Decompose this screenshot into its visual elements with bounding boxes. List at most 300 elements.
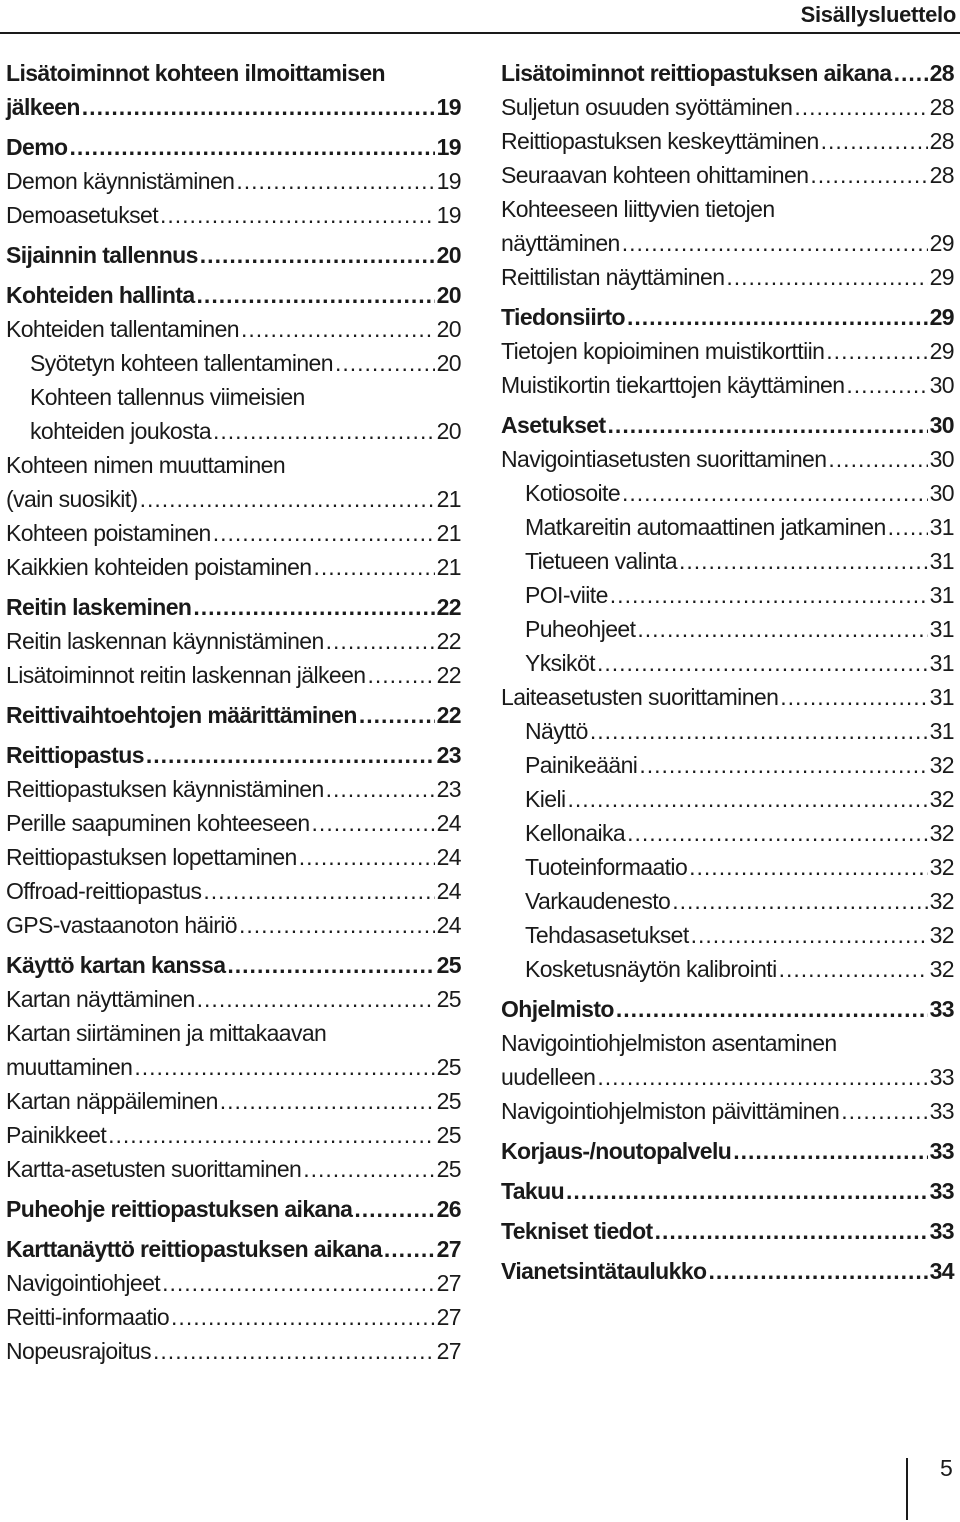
toc-page-number: 32 [929, 922, 954, 948]
toc-entry-line [501, 992, 954, 1026]
toc-entry-title: Demoasetukset [6, 202, 158, 228]
toc-entry [6, 908, 461, 942]
toc-entry [501, 612, 954, 646]
toc-entry [6, 806, 461, 840]
toc-entry [6, 56, 461, 124]
toc-entry [501, 578, 954, 612]
dot-leader [679, 544, 928, 578]
toc-entry [6, 164, 461, 198]
toc-entry [6, 982, 461, 1016]
toc-entry-title: Tiedonsiirto [501, 304, 625, 330]
toc-page-number: 31 [929, 548, 954, 574]
toc-entry-title: Korjaus-/noutopalvelu [501, 1138, 732, 1164]
toc-entry-title: Kohteen tallennus viimeisien [30, 384, 305, 410]
dot-leader [846, 368, 927, 402]
toc-entry [501, 680, 954, 714]
toc-entry-title: muuttaminen [6, 1054, 133, 1080]
toc-entry [6, 550, 461, 584]
toc-entry-line [525, 544, 954, 578]
page-number: 5 [940, 1455, 953, 1481]
toc-entry-title: Tietojen kopioiminen muistikorttiin [501, 338, 825, 364]
toc-page-number: 30 [929, 412, 954, 438]
toc-entry-title: Seuraavan kohteen ohittaminen [501, 162, 809, 188]
dot-leader [841, 1094, 927, 1128]
toc-entry-line [6, 198, 461, 232]
toc-entry-line [501, 442, 954, 476]
dot-leader [639, 748, 927, 782]
toc-page-number: 32 [929, 888, 954, 914]
toc-entry-title: Varkaudenesto [525, 888, 671, 914]
dot-leader [241, 312, 435, 346]
dot-leader [146, 738, 435, 772]
toc-entry-title: Perille saapuminen kohteeseen [6, 810, 310, 836]
toc-entry [501, 158, 954, 192]
toc-entry-title: Takuu [501, 1178, 565, 1204]
toc-entry [501, 476, 954, 510]
toc-entry-line [6, 908, 461, 942]
toc-entry [6, 840, 461, 874]
toc-entry-line [6, 312, 461, 346]
dot-leader [733, 1134, 927, 1168]
toc-page-number: 34 [929, 1258, 954, 1284]
toc-entry-title: uudelleen [501, 1064, 596, 1090]
dot-leader [597, 1060, 927, 1094]
toc-entry [501, 408, 954, 442]
toc-page-number: 27 [436, 1270, 461, 1296]
toc-page-number: 31 [929, 650, 954, 676]
toc-entry [6, 772, 461, 806]
dot-leader [70, 130, 435, 164]
dot-leader [828, 442, 927, 476]
dot-leader [691, 918, 928, 952]
toc-page-number: 32 [929, 820, 954, 846]
toc-entry [501, 1254, 954, 1288]
toc-entry [501, 510, 954, 544]
toc-page-number: 21 [436, 554, 461, 580]
toc-page-number: 22 [436, 662, 461, 688]
dot-leader [171, 1300, 435, 1334]
dot-leader [637, 612, 927, 646]
dot-leader [597, 646, 928, 680]
toc-page-number: 27 [436, 1338, 461, 1364]
toc-entry [6, 1118, 461, 1152]
toc-page-number: 25 [436, 1088, 461, 1114]
dot-leader [203, 874, 434, 908]
toc-page-number: 27 [436, 1236, 461, 1262]
toc-entry-title: Muistikortin tiekarttojen käyttäminen [501, 372, 845, 398]
toc-entry [501, 260, 954, 294]
toc-entry-line [6, 130, 461, 164]
toc-column-right [501, 56, 954, 1288]
toc-page-number: 33 [929, 1098, 954, 1124]
dot-leader [821, 124, 928, 158]
toc-entry-title: näyttäminen [501, 230, 620, 256]
toc-entry-line [6, 90, 461, 124]
toc-entry [6, 1084, 461, 1118]
toc-page-number: 25 [436, 986, 461, 1012]
dot-leader [82, 90, 435, 124]
toc-entry-line [525, 884, 954, 918]
toc-page-number: 25 [436, 1122, 461, 1148]
toc-entry-line [6, 1050, 461, 1084]
toc-entry [501, 544, 954, 578]
toc-page-number: 31 [929, 582, 954, 608]
toc-entry-line [6, 1084, 461, 1118]
toc-entry-line [525, 782, 954, 816]
toc-page-number: 22 [436, 594, 461, 620]
toc-entry-line [525, 578, 954, 612]
toc-entry [501, 300, 954, 334]
toc-entry-title: POI-viite [525, 582, 608, 608]
toc-page-number: 29 [929, 230, 954, 256]
toc-page-number: 30 [929, 446, 954, 472]
toc-page-number: 31 [929, 718, 954, 744]
toc-entry [501, 646, 954, 680]
toc-entry [501, 1026, 954, 1094]
toc-page-number: 30 [929, 372, 954, 398]
toc-page-number: 31 [929, 684, 954, 710]
toc-entry-line [525, 646, 954, 680]
dot-leader [608, 408, 928, 442]
toc-page-number: 29 [929, 304, 954, 330]
toc-entry [501, 442, 954, 476]
toc-entry [501, 992, 954, 1026]
dot-leader [610, 578, 928, 612]
toc-page-number: 31 [929, 514, 954, 540]
toc-entry-title: Kotiosoite [525, 480, 621, 506]
toc-page-number: 20 [436, 418, 461, 444]
toc-entry-title: Suljetun osuuden syöttäminen [501, 94, 793, 120]
toc-entry-line [6, 516, 461, 550]
toc-entry-line [501, 158, 954, 192]
toc-entry-title: Syötetyn kohteen tallentaminen [30, 350, 333, 376]
toc-entry [6, 1192, 461, 1226]
dot-leader [689, 850, 927, 884]
toc-entry-line [501, 1026, 954, 1060]
toc-entry [6, 874, 461, 908]
dot-leader [384, 1232, 435, 1266]
toc-entry-line [30, 414, 461, 448]
dot-leader [239, 908, 435, 942]
dot-leader [894, 56, 928, 90]
toc-page-number: 27 [436, 1304, 461, 1330]
toc-entry-title: Lisätoiminnot kohteen ilmoittamisen [6, 60, 385, 86]
toc-entry-title: Kartan siirtäminen ja mittakaavan [6, 1020, 327, 1046]
toc-page-number: 25 [436, 1054, 461, 1080]
toc-entry [501, 1174, 954, 1208]
toc-page-number: 23 [436, 742, 461, 768]
toc-entry-line [6, 772, 461, 806]
toc-entry-title: Offroad-reittiopastus [6, 878, 202, 904]
toc-entry-line [501, 1094, 954, 1128]
dot-leader [359, 698, 435, 732]
toc-entry-title: GPS-vastaanoton häiriö [6, 912, 237, 938]
toc-page-number: 19 [436, 202, 461, 228]
toc-entry [501, 748, 954, 782]
toc-page-number: 21 [436, 520, 461, 546]
toc-entry-title: Kosketusnäytön kalibrointi [525, 956, 777, 982]
toc-page-number: 22 [436, 628, 461, 654]
toc-page-number: 21 [436, 486, 461, 512]
toc-entry-line [6, 238, 461, 272]
toc-page-number: 25 [436, 952, 461, 978]
toc-entry-line [525, 850, 954, 884]
toc-entry [6, 590, 461, 624]
toc-page-number: 19 [436, 134, 461, 160]
toc-entry-line [525, 476, 954, 510]
toc-entry-title: Karttanäyttö reittiopastuksen aikana [6, 1236, 382, 1262]
toc-entry-line [501, 226, 954, 260]
toc-entry-title: Näyttö [525, 718, 588, 744]
toc-entry [6, 238, 461, 272]
dot-leader [213, 414, 435, 448]
toc-page-number: 33 [929, 996, 954, 1022]
dot-leader [708, 1254, 927, 1288]
toc-entry-title: Kartan näppäileminen [6, 1088, 218, 1114]
toc-column-left [6, 56, 461, 1368]
section-title: Sisällysluettelo [800, 2, 956, 27]
toc-entry-line [6, 1266, 461, 1300]
toc-entry-line [501, 192, 954, 226]
toc-page-number: 32 [929, 854, 954, 880]
toc-entry-line [6, 840, 461, 874]
toc-entry-line [501, 124, 954, 158]
toc-entry-line [525, 816, 954, 850]
dot-leader [197, 278, 435, 312]
toc-entry-title: Lisätoiminnot reittiopastuksen aikana [501, 60, 892, 86]
toc-entry-line [6, 806, 461, 840]
toc-entry-line [6, 56, 461, 90]
toc-entry-line [6, 1334, 461, 1368]
toc-entry-title: Tehdasasetukset [525, 922, 689, 948]
toc-entry-line [6, 550, 461, 584]
toc-entry-title: Navigointiasetusten suorittaminen [501, 446, 827, 472]
dot-leader [810, 158, 927, 192]
dot-leader [134, 1050, 434, 1084]
toc-page-number: 24 [436, 878, 461, 904]
toc-entry [6, 698, 461, 732]
toc-entry-title: Kohteen nimen muuttaminen [6, 452, 286, 478]
toc-entry [6, 624, 461, 658]
toc-page-number: 33 [929, 1138, 954, 1164]
toc-entry-title: Kartta-asetusten suorittaminen [6, 1156, 302, 1182]
toc-entry [501, 334, 954, 368]
toc-entry-title: Sijainnin tallennus [6, 242, 198, 268]
toc-entry [6, 380, 461, 448]
toc-page-number: 28 [929, 162, 954, 188]
toc-entry-title: Laiteasetusten suorittaminen [501, 684, 779, 710]
toc-entry [6, 1334, 461, 1368]
toc-page-number: 28 [929, 60, 954, 86]
dot-leader [826, 334, 927, 368]
toc-entry-title: Kartan näyttäminen [6, 986, 195, 1012]
toc-page-number: 23 [436, 776, 461, 802]
toc-entry-title: Reitin laskeminen [6, 594, 192, 620]
toc-page-number: 20 [436, 350, 461, 376]
dot-leader [627, 300, 928, 334]
toc-page-number: 20 [436, 282, 461, 308]
toc-entry-line [501, 56, 954, 90]
toc-entry [501, 192, 954, 260]
toc-entry-line [501, 1214, 954, 1248]
toc-entry [6, 516, 461, 550]
toc-entry-title: Puheohjeet [525, 616, 636, 642]
toc-page-number: 20 [436, 316, 461, 342]
toc-entry-line [6, 448, 461, 482]
toc-entry [6, 130, 461, 164]
toc-page-number: 32 [929, 956, 954, 982]
toc-entry-line [6, 1152, 461, 1186]
dot-leader [326, 772, 435, 806]
toc-entry-title: Tekniset tiedot [501, 1218, 653, 1244]
toc-entry-title: Puheohje reittiopastuksen aikana [6, 1196, 353, 1222]
toc-page-number: 28 [929, 94, 954, 120]
toc-entry-title: Ohjelmisto [501, 996, 614, 1022]
dot-leader [220, 1084, 435, 1118]
dot-leader [312, 806, 435, 840]
toc-entry [501, 952, 954, 986]
dot-leader [140, 482, 435, 516]
toc-entry-line [501, 1254, 954, 1288]
toc-page-number: 31 [929, 616, 954, 642]
toc-entry-title: Reittiopastuksen keskeyttäminen [501, 128, 819, 154]
toc-entry-line [6, 624, 461, 658]
toc-entry-title: Navigointiohjelmiston päivittäminen [501, 1098, 840, 1124]
toc-entry-title: Painikkeet [6, 1122, 107, 1148]
toc-entry [6, 346, 461, 380]
toc-page-number: 24 [436, 844, 461, 870]
toc-page-number: 33 [929, 1064, 954, 1090]
toc-entry-line [6, 698, 461, 732]
toc-entry-line [501, 1174, 954, 1208]
dot-leader [313, 550, 434, 584]
toc-entry-title: Reittilistan näyttäminen [501, 264, 725, 290]
toc-entry [6, 312, 461, 346]
toc-entry-line [525, 714, 954, 748]
dot-leader [303, 1152, 434, 1186]
dot-leader [227, 948, 434, 982]
dot-leader [616, 992, 928, 1026]
toc-entry-title: Navigointiohjeet [6, 1270, 161, 1296]
dot-leader [672, 884, 927, 918]
toc-page-number: 32 [929, 786, 954, 812]
toc-entry-title: Reittiopastus [6, 742, 144, 768]
toc-entry [501, 90, 954, 124]
toc-entry-title: Tietueen valinta [525, 548, 677, 574]
dot-leader [627, 816, 927, 850]
toc-entry [6, 658, 461, 692]
toc-entry-line [525, 612, 954, 646]
toc-entry-title: Kohteen poistaminen [6, 520, 211, 546]
toc-entry-line [6, 1118, 461, 1152]
toc-entry-line [501, 1134, 954, 1168]
toc-entry-title: kohteiden joukosta [30, 418, 212, 444]
dot-leader [622, 226, 928, 260]
dot-leader [200, 238, 435, 272]
toc-entry [6, 448, 461, 516]
dot-leader [590, 714, 928, 748]
dot-leader [567, 782, 927, 816]
toc-page-number: 32 [929, 752, 954, 778]
toc-page-number: 25 [436, 1156, 461, 1182]
toc-entry [501, 56, 954, 90]
toc-page-number: 29 [929, 264, 954, 290]
toc-entry [501, 918, 954, 952]
toc-entry [501, 1094, 954, 1128]
toc-entry [501, 850, 954, 884]
dot-leader [108, 1118, 434, 1152]
toc-entry-line [6, 278, 461, 312]
dot-leader [794, 90, 927, 124]
toc-entry [501, 368, 954, 402]
toc-entry-line [501, 300, 954, 334]
toc-entry [6, 1300, 461, 1334]
dot-leader [326, 624, 435, 658]
toc-page-number: 24 [436, 912, 461, 938]
toc-entry-title: Nopeusrajoitus [6, 1338, 152, 1364]
dot-leader [655, 1214, 928, 1248]
toc-entry-line [6, 1016, 461, 1050]
toc-entry-line [6, 1232, 461, 1266]
toc-entry-line [6, 1192, 461, 1226]
toc-entry [501, 1134, 954, 1168]
page-header [0, 0, 960, 34]
dot-leader [299, 840, 435, 874]
toc-entry-line [501, 334, 954, 368]
toc-entry-title: Reitti-informaatio [6, 1304, 170, 1330]
header-divider [0, 32, 960, 34]
toc-entry-title: Käyttö kartan kanssa [6, 952, 226, 978]
toc-entry-title: Asetukset [501, 412, 606, 438]
toc-page-number: 26 [436, 1196, 461, 1222]
toc-entry [501, 816, 954, 850]
dot-leader [368, 658, 435, 692]
toc-entry-title: (vain suosikit) [6, 486, 138, 512]
toc-entry [6, 1016, 461, 1084]
toc-entry-line [6, 948, 461, 982]
toc-entry [6, 1266, 461, 1300]
toc-entry-title: Kaikkien kohteiden poistaminen [6, 554, 312, 580]
toc-entry [501, 714, 954, 748]
toc-page-number: 28 [929, 128, 954, 154]
toc-entry-title: Tuoteinformaatio [525, 854, 688, 880]
toc-entry-title: Reittivaihtoehtojen määrittäminen [6, 702, 357, 728]
dot-leader [622, 476, 928, 510]
toc-entry [501, 124, 954, 158]
toc-entry-line [6, 982, 461, 1016]
toc-entry-line [501, 1060, 954, 1094]
toc-page-number: 19 [436, 94, 461, 120]
toc-page-number: 20 [436, 242, 461, 268]
toc-entry-line [501, 680, 954, 714]
toc-entry-line [6, 590, 461, 624]
toc-page-number: 19 [436, 168, 461, 194]
toc-entry [6, 278, 461, 312]
toc-page-number: 22 [436, 702, 461, 728]
toc-entry-line [525, 918, 954, 952]
dot-leader [566, 1174, 928, 1208]
toc-entry-line [6, 164, 461, 198]
toc-entry-title: Kohteiden hallinta [6, 282, 195, 308]
toc-entry [6, 948, 461, 982]
toc-entry [501, 884, 954, 918]
toc-entry-title: Reittiopastuksen käynnistäminen [6, 776, 324, 802]
toc-entry-title: Kieli [525, 786, 566, 812]
footer-divider [906, 1458, 908, 1520]
dot-leader [726, 260, 927, 294]
toc-page-number: 33 [929, 1218, 954, 1244]
dot-leader [213, 516, 435, 550]
